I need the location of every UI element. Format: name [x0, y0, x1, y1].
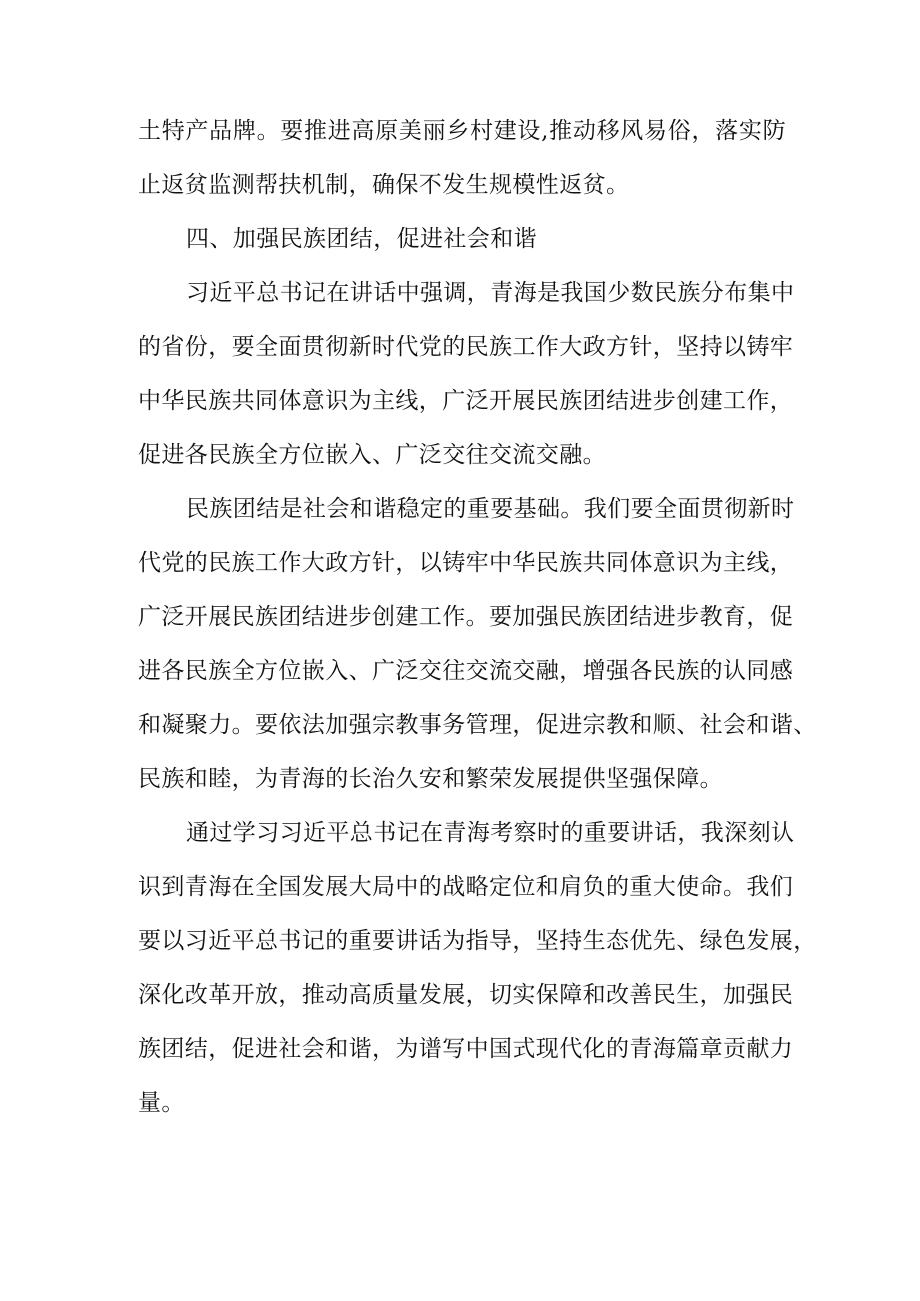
text-line: 民族团结是社会和谐稳定的重要基础。我们要全面贯彻新时 [186, 496, 795, 522]
text-line: 和凝聚力。要依法加强宗教事务管理，促进宗教和顺、社会和谐、 [138, 712, 817, 738]
text-line: 族团结，促进社会和谐，为谱写中国式现代化的青海篇章贡献力 [138, 1036, 794, 1062]
text-line: 广泛开展民族团结进步创建工作。要加强民族团结进步教育，促 [138, 604, 794, 630]
text-line: 促进各民族全方位嵌入、广泛交往交流交融。 [138, 442, 606, 468]
text-line: 量。 [138, 1090, 185, 1116]
text-line: 中华民族共同体意识为主线，广泛开展民族团结进步创建工作， [138, 388, 794, 414]
text-line: 要以习近平总书记的重要讲话为指导，坚持生态优先、绿色发展， [138, 928, 817, 954]
text-line: 进各民族全方位嵌入、广泛交往交流交融，增强各民族的认同感 [138, 658, 794, 684]
section-heading: 四、加强民族团结，促进社会和谐 [186, 226, 537, 252]
text-line: 识到青海在全国发展大局中的战略定位和肩负的重大使命。我们 [138, 874, 794, 900]
text-line: 民族和睦，为青海的长治久安和繁荣发展提供坚强保障。 [138, 766, 723, 792]
text-line: 通过学习习近平总书记在青海考察时的重要讲话，我深刻认 [186, 820, 795, 846]
text-line: 土特产品牌。要推进高原美丽乡村建设,推动移风易俗，落实防 [138, 118, 786, 144]
text-line: 止返贫监测帮扶机制，确保不发生规模性返贫。 [138, 172, 630, 198]
text-line: 深化改革开放，推动高质量发展，切实保障和改善民生，加强民 [138, 982, 794, 1008]
text-line: 的省份，要全面贯彻新时代党的民族工作大政方针，坚持以铸牢 [138, 334, 794, 360]
text-line: 代党的民族工作大政方针，以铸牢中华民族共同体意识为主线， [138, 550, 794, 576]
document-body [138, 104, 817, 1130]
text-line: 习近平总书记在讲话中强调，青海是我国少数民族分布集中 [186, 280, 795, 306]
